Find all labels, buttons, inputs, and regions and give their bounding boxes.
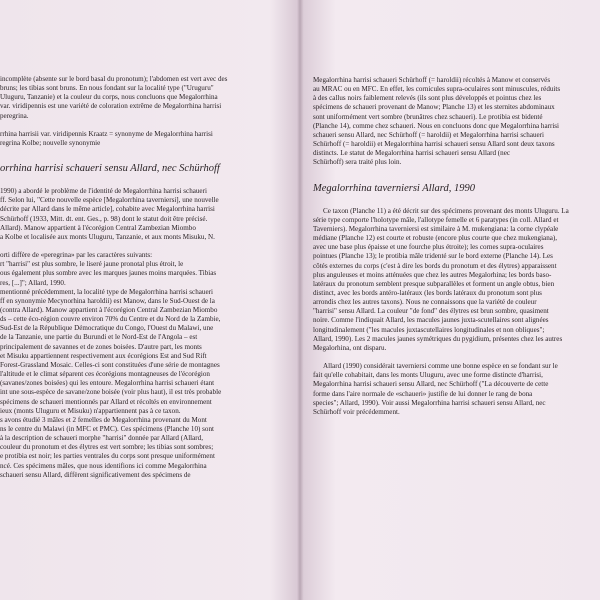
text-line: Megalorrhina harrisi schaueri sensu Allard, nec Schürhoff ("La découverte de cette bbox=[313, 380, 549, 389]
text-line: ff en synonymie Mecynorhina haroldii) est Manow, dans le Sud-Ouest de la bbox=[0, 296, 215, 305]
text-line: principalement de savannes et de zones boisées. D'autre part, les monts bbox=[0, 342, 202, 351]
text-line: (Planche 14), comme chez schaueri. Nous en concluons donc que Megalorrhina harrisi bbox=[313, 121, 560, 130]
text-line: species"; Allard, 1990). Voir aussi Megalorrhina harrisi schaueri sensu Allard, nec bbox=[313, 398, 546, 407]
text-line: a Kolbe et localisée aux monts Uluguru, Tanzanie, et aux monts Misuku, N. bbox=[0, 232, 215, 241]
text-line: Sud-Est de la République Démocratique du Congo, l'Ouest du Malawi, une bbox=[0, 324, 214, 333]
text-line: Schürhoff voir précédemment. bbox=[313, 407, 400, 416]
text-line: incomplète (absente sur le bord basal du pronotum); l'abdomen est vert avec des bbox=[0, 75, 228, 83]
right-page-text bbox=[313, 76, 584, 417]
text-line: e protibia est noir; les parties ventrales du corps sont presque uniformément bbox=[0, 452, 215, 461]
text-line: de la Tanzanie, une partie du Burundi et le Nord-Est de l'Angola – est bbox=[0, 333, 198, 342]
text-line: Allard (1990) considérait taverniersi comme une bonne espèce en se fondant sur le bbox=[323, 362, 558, 371]
text-line: schaueri sensu Allard, nec Schürhoff (= haroldii) et Megalorrhina harrisi schaueri bbox=[313, 130, 544, 139]
left-paragraph-2 bbox=[0, 187, 278, 480]
text-line: var. viridipennis est une variété de coloration extrême de Megalorrhina harrisi bbox=[0, 102, 222, 111]
right-paragraph-2 bbox=[313, 207, 584, 417]
text-line: et Misuku appartiennent respectivement aux écorégions Est and Sud Rift bbox=[0, 351, 207, 360]
text-line: "harrisi" sensu Allard. La couleur "de fond" des élytres est brun sombre, quasiment bbox=[313, 307, 549, 316]
text-line: distinct, avec les bords antéro-latéraux (les bords latéraux du pronotum sont plus bbox=[313, 288, 542, 297]
text-line: noire. Comme l'indiquait Allard, les macules jaunes juxta-scutellaires sont alignées bbox=[313, 316, 549, 325]
text-line: orti diffère de «peregrina» par les caractères suivants: bbox=[0, 251, 153, 260]
text-line: couleur du pronotum et des élytres est vert sombre; les tibias sont sombres; bbox=[0, 443, 214, 452]
left-synonymy bbox=[0, 130, 278, 148]
text-line: (contra Allard). Manow appartient à l'écorégion Central Zambezian Miombo bbox=[0, 305, 218, 314]
text-line: Taverniers). Megalorrhina taverniersi est similaire à M. mukengiana: la corne clypéale bbox=[313, 224, 559, 233]
text-line: forme dans l'aire normale de «schaueri» justifie de lui donner le rang de bona bbox=[313, 389, 533, 398]
text-line: arrondis chez les autres taxons). Nous ne connaissons que la variété de couleur bbox=[313, 298, 537, 307]
text-line: res, [...]"; Allard, 1990. bbox=[0, 278, 66, 287]
text-line: à des callus noirs faiblement relevés (ils sont plus développés et pointus chez les bbox=[313, 94, 542, 103]
text-line: ieux (monts Uluguru et Misuku) n'appartiennent pas à ce taxon. bbox=[0, 406, 181, 415]
text-line: Megalorrhina harrisi schaueri Schürhoff (= haroldii) récoltés à Manow et conservés bbox=[313, 76, 551, 84]
text-line: Schürhoff) sera traité plus loin. bbox=[313, 158, 402, 167]
text-line: Allard, 1990). Les 2 macules jaunes symétriques du pygidium, présentes chez les autres bbox=[313, 334, 563, 343]
text-line: bruns; les tibias sont bruns. En nous fondant sur la localité type ("Uruguru" bbox=[0, 84, 214, 93]
right-paragraph-1 bbox=[313, 76, 584, 168]
text-line: latéraux du pronotum semblent presque subparallèles et forment un angle obtus, bien bbox=[313, 279, 555, 288]
text-line: ous également plus sombre avec les marques jaunes moins marquées. Tibias bbox=[0, 269, 217, 278]
left-page-text bbox=[0, 75, 278, 480]
text-line: Allard). Manow appartient à l'écorégion Central Zambezian Miombo bbox=[0, 223, 196, 232]
text-line: peregrina. bbox=[0, 111, 29, 120]
text-line: longitudinalement ("les macules juxtascutellaires longitudinales et non obliques"; bbox=[313, 325, 545, 334]
text-line: int une sous-espèce de savane/zone boisée (voir plus haut), il est très probable bbox=[0, 388, 222, 397]
text-line: à la description de schaueri morphe "harrisi" donnée par Allard (Allard, bbox=[0, 434, 203, 443]
text-line: spécimens de schaueri mentionnés par Allard et récoltés en environnement bbox=[0, 397, 212, 406]
text-line: rt "harrisi" est plus sombre, le liseré jaune pronotal plus étroit, le bbox=[0, 260, 184, 269]
right-section-heading: Megalorrhina taverniersi Allard, 1990 bbox=[313, 182, 475, 194]
text-line: rrhina harrisii var. viridipennis Kraatz = synonyme de Megalorrhina harrisi bbox=[0, 129, 213, 138]
text-line: médiane (Planche 12) est courte et robuste (encore plus courte que chez mukengiana), bbox=[313, 234, 558, 243]
right-page bbox=[303, 0, 600, 600]
text-line: l'altitude et le climat séparent ces écorégions montagneuses de l'écorégion bbox=[0, 370, 210, 379]
text-line: Uluguru, Tanzanie) et la couleur du corps, nous concluons que Megalorrhina bbox=[0, 93, 218, 102]
left-section-heading: orrhina harrisi schaueri sensu Allard, nec Schürhoff bbox=[0, 163, 220, 175]
text-line: ns le centre du Malawi (in MFC et PMC). Ces spécimens (Planche 10) sont bbox=[0, 425, 214, 433]
text-line: pointues (Planche 13); le protibia mâle tridenté sur le bord externe (Planche 14). Les bbox=[313, 252, 553, 261]
text-line: distincts. Le statut de Megalorrhina harrisi schaueri sensu Allard (nec bbox=[313, 149, 510, 158]
text-line: fait qu'elle cohabitait, dans les monts Uluguru, avec une forme distincte d'harrisi, bbox=[313, 371, 543, 380]
left-paragraph-1 bbox=[0, 75, 278, 121]
text-line: spécimens de schaueri provenant de Manow; Planche 13) et les sternites abdominaux bbox=[313, 103, 555, 112]
text-line: Schürhoff (1933, Mitt. dt. ent. Ges., p. 98) dont le statut doit être précisé. bbox=[0, 214, 208, 223]
text-line: série type comporte l'holotype mâle, l'allotype femelle et 6 paratypes (in coll. Allard et bbox=[313, 215, 559, 224]
text-line: ff. Selon lui, "Cette nouvelle espèce [Megalorrhina taverniersi], une nouvelle bbox=[0, 196, 219, 205]
text-line: (savanes/zones boisées) qui les entoure. Megalorrhina harrisi schaueri étant bbox=[0, 379, 215, 388]
text-line: s avons étudié 3 mâles et 2 femelles de Megalorrhina provenant du Mont bbox=[0, 415, 207, 424]
text-line: ds – cette éco-région couvre environ 70% du Centre et du Nord de la Zambie, bbox=[0, 315, 221, 324]
text-line: Megalorhina, ont disparu. bbox=[313, 343, 387, 352]
text-line: décrite par Allard dans le même article], cohabite avec Megalorrhina harrisi bbox=[0, 205, 215, 214]
text-line: Forest-Grassland Mosaic. Celles-ci sont constituées d'une série de montagnes bbox=[0, 360, 220, 369]
text-line: plus anguleuses et moins atténuées que chez les autres Megalorhina; les bords baso- bbox=[313, 270, 552, 279]
text-line: mentionné précédemment, la localité type de Megalorrhina harrisi schaueri bbox=[0, 287, 213, 296]
text-line: regrina Kolbe; nouvelle synonymie bbox=[0, 138, 101, 147]
text-line: ncé. Ces spécimens mâles, que nous identifions ici comme Megalorrhina bbox=[0, 461, 207, 470]
text-line: au MRAC ou en MFC. En effet, les cornicules supra-oculaires sont minuscules, réduits bbox=[313, 85, 561, 94]
text-line: 1990) a abordé le problème de l'identité de Megalorrhina harrisi schaueri bbox=[0, 187, 207, 196]
text-line: côtés externes du corps (c'est à dire les bords du pronotum et des élytres) apparaissent bbox=[313, 261, 557, 270]
text-line: sont uniformément vert sombre (brunâtres chez schaueri). Le protibia est bidenté bbox=[313, 112, 543, 121]
text-line: Schürhoff (= haroldii) et Megalorrhina harrisi schaueri sensu Allard sont deux taxons bbox=[313, 140, 555, 149]
text-line: schaueri sensu Allard, diffèrent significativement des spécimens de bbox=[0, 470, 191, 479]
left-page bbox=[0, 0, 296, 600]
text-line: avec une base plus épaisse et une fourche plus étroite); les cornes supra-oculaires bbox=[313, 243, 544, 252]
text-line: Ce taxon (Planche 11) a été décrit sur des spécimens provenant des monts Uluguru. La bbox=[323, 206, 569, 215]
